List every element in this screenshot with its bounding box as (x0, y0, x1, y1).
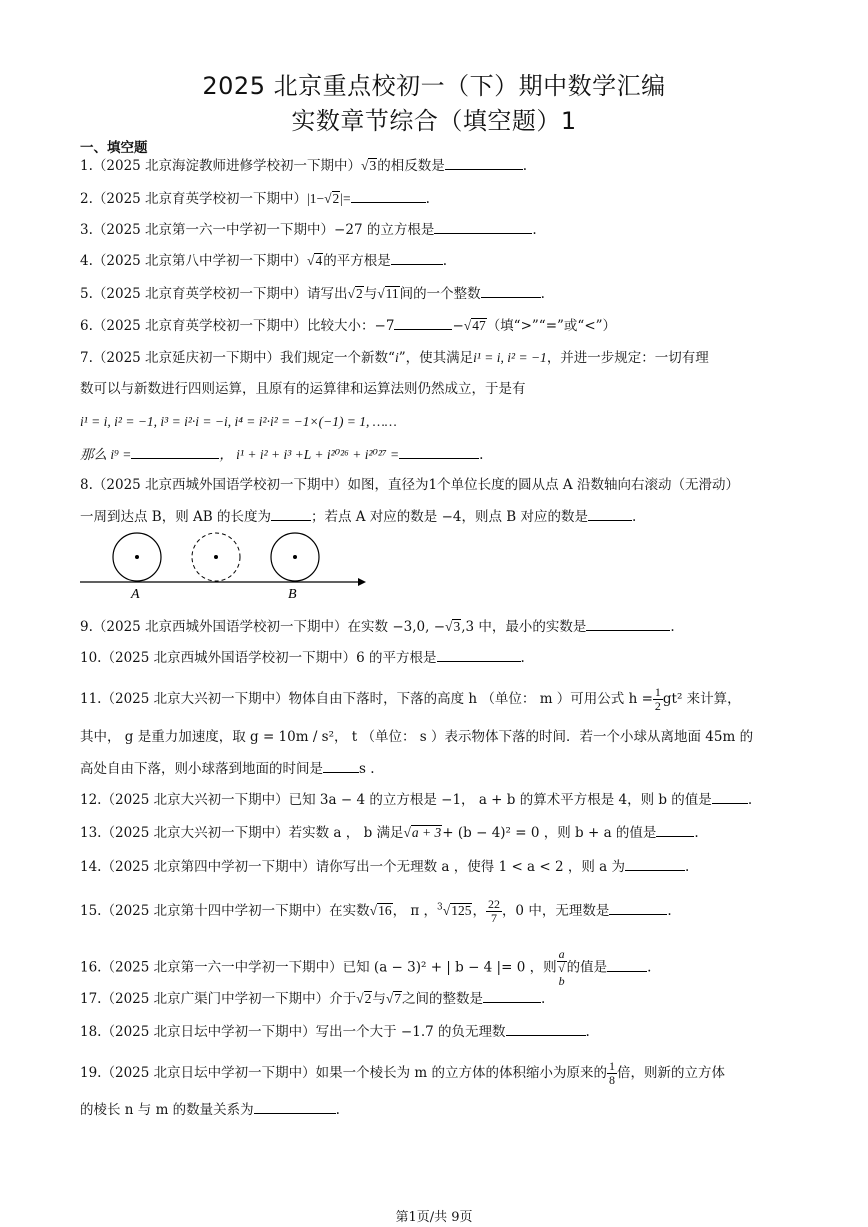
question-1: 1.（2025 北京海淀教师进修学校初一下期中）√3的相反数是 . (80, 158, 528, 174)
question-7-line-2: 数可以与新数进行四则运算，且原有的运算律和运算法则仍然成立，于是有 (80, 381, 526, 397)
answer-blank[interactable] (445, 157, 523, 170)
answer-blank[interactable] (609, 902, 667, 915)
question-8-line-1: 8.（2025 北京西城外国语学校初一下期中）如图，直径为1个单位长度的圆从点 A 沿数轴向右滚动（无滑动） (80, 477, 739, 493)
question-18: 18.（2025 北京日坛中学初一下期中）写出一个大于 −1.7 的负无理数 . (80, 1024, 590, 1040)
question-5: 5.（2025 北京育英学校初一下期中）请写出√2与√11间的一个整数 . (80, 286, 545, 302)
answer-blank[interactable] (483, 990, 541, 1003)
question-15: 15.（2025 北京第十四中学初一下期中）在实数√16， π ，$^3$√125， $\frac{22}{7}$ ，0 中，无理数是 . (80, 897, 672, 925)
answer-blank[interactable] (271, 508, 311, 521)
answer-blank[interactable] (394, 317, 452, 330)
title-line-2: 实数章节综合（填空题）1 (291, 107, 577, 135)
answer-blank[interactable] (399, 446, 479, 459)
question-2: 2.（2025 北京育英学校初一下期中）|1−√2|= . (80, 191, 430, 207)
question-14: 14.（2025 北京第四中学初一下期中）请你写出一个无理数 a ，使得 1 < a < 2 ，则 a 为 . (80, 859, 690, 875)
page-footer: 第1页/共 9页 (395, 1210, 473, 1225)
rolling-circle-figure (78, 532, 378, 604)
answer-blank[interactable] (131, 446, 219, 459)
answer-blank[interactable] (656, 824, 694, 837)
answer-blank[interactable] (506, 1023, 586, 1036)
answer-blank[interactable] (588, 508, 632, 521)
question-7-line-4: 那么 i⁹ = ， i¹ + i² + i³ +L + i²⁰²⁶ + i²⁰²⁷ = . (80, 447, 484, 463)
question-16: 16.（2025 北京第一六一中学初一下期中）已知 (a − 3)² + | b − 4 |= 0 ，则 a √ b 的值是 . (80, 947, 652, 988)
question-19-line-2: 的棱长 n 与 m 的数量关系为 . (80, 1102, 340, 1118)
answer-blank[interactable] (625, 858, 685, 871)
answer-blank[interactable] (323, 760, 359, 773)
answer-blank[interactable] (254, 1101, 336, 1114)
question-6: 6.（2025 北京育英学校初一下期中）比较大小：−7 −√47（填“>”“=”或“<”） (80, 318, 617, 334)
question-7-line-3: i¹ = i, i² = −1, i³ = i²·i = −i, i⁴ = i²·i² = −1×(−1) = 1, …… (80, 414, 397, 429)
title-line-1: 2025 北京重点校初一（下）期中数学汇编 (202, 72, 666, 100)
question-10: 10.（2025 北京西城外国语学校初一下期中）6 的平方根是 . (80, 650, 525, 666)
answer-blank[interactable] (391, 252, 443, 265)
question-17: 17.（2025 北京广渠门中学初一下期中）介于√2与√7之间的整数是 . (80, 991, 546, 1007)
question-4: 4.（2025 北京第八中学初一下期中）√4的平方根是 . (80, 253, 448, 269)
label-a: A (131, 587, 140, 602)
question-3: 3.（2025 北京第一六一中学初一下期中）−27 的立方根是 . (80, 222, 537, 238)
answer-blank[interactable] (434, 221, 532, 234)
question-11-line-1: 11.（2025 北京大兴初一下期中）物体自由下落时，下落的高度 h （单位： m ）可用公式 h = $\frac{1}{2}$ gt² 来计算， (80, 685, 741, 713)
answer-blank[interactable] (607, 959, 647, 972)
answer-blank[interactable] (481, 285, 541, 298)
label-b: B (288, 587, 297, 602)
question-9: 9.（2025 北京西城外国语学校初一下期中）在实数 −3,0, −√3,3 中，最小的实数是 . (80, 619, 675, 635)
answer-blank[interactable] (586, 618, 670, 631)
question-8-line-2: 一周到达点 B，则 AB 的长度为 ；若点 A 对应的数是 −4，则点 B 对应的数是 . (80, 509, 637, 525)
arrow-head-icon (358, 578, 366, 586)
question-11-line-3: 高处自由下落，则小球落到地面的时间是 s . (80, 761, 375, 777)
question-7-line-1: 7.（2025 北京延庆初一下期中）我们规定一个新数“i”，使其满足i¹ = i, i² = −1，并进一步规定：一切有理 (80, 350, 709, 366)
answer-blank[interactable] (712, 791, 748, 804)
question-12: 12.（2025 北京大兴初一下期中）已知 3a − 4 的立方根是 −1， a + b 的算术平方根是 4，则 b 的值是 . (80, 792, 753, 808)
answer-blank[interactable] (351, 190, 426, 203)
question-11-line-2: 其中， g 是重力加速度，取 g = 10m / s²， t （单位： s ）表示物体下落的时间．若一个小球从离地面 45m 的 (80, 729, 754, 745)
question-13: 13.（2025 北京大兴初一下期中）若实数 a ， b 满足√a + 3+ (b − 4)² = 0 ，则 b + a 的值是 . (80, 825, 699, 841)
section-heading: 一、填空题 (80, 140, 148, 156)
answer-blank[interactable] (437, 649, 521, 662)
question-19-line-1: 19.（2025 北京日坛中学初一下期中）如果一个棱长为 m 的立方体的体积缩小为原来的 $\frac{1}{8}$ 倍，则新的立方体 (80, 1059, 726, 1087)
